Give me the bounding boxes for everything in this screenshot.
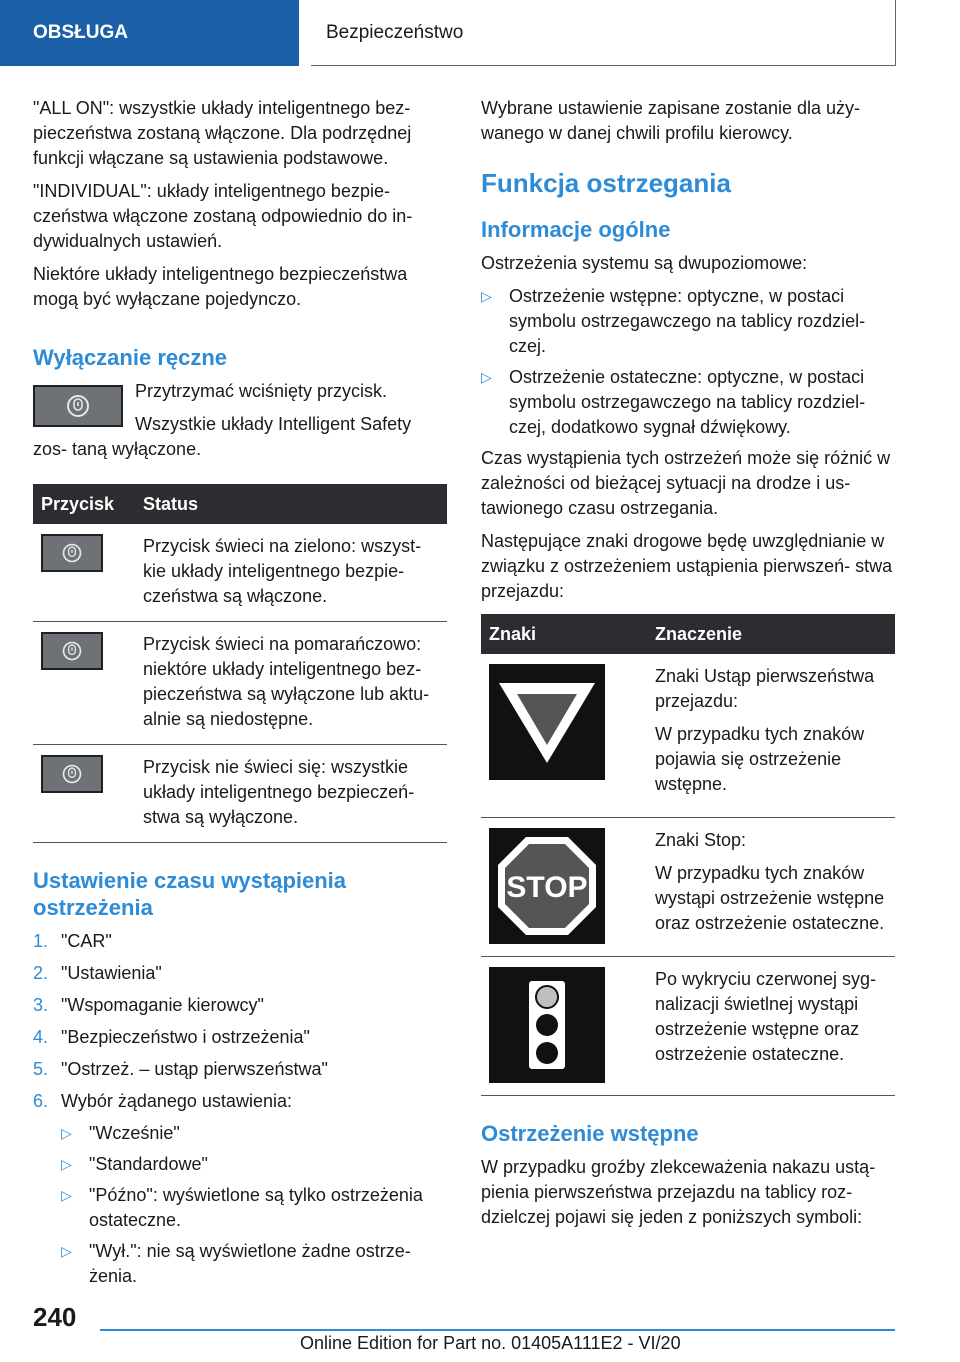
- table-header: Przycisk: [33, 484, 135, 524]
- list-item: 5. "Ostrzeż. – ustąp pierwszeństwa": [33, 1059, 328, 1079]
- paragraph: Następujące znaki drogowe będę uwzględnianie w związku z ostrzeżeniem ustąpienia pierwszeń- stwa przejazdu:: [481, 531, 893, 601]
- paragraph: Przytrzymać wciśnięty przycisk.: [135, 381, 388, 401]
- heading-warning-time: Ustawienie czasu wystąpienia ostrzeżenia: [33, 868, 347, 920]
- heading-general-info: Informacje ogólne: [481, 217, 671, 242]
- header-section: [311, 0, 896, 66]
- table-row: [33, 745, 447, 843]
- list-item: 1. "CAR": [33, 931, 112, 951]
- sign-meaning: Znaki Ustąp pierwszeństwa przejazdu:: [655, 666, 875, 711]
- yield-sign-icon: [489, 664, 605, 780]
- footer-divider: [100, 1329, 895, 1331]
- footer-edition: Online Edition for Part no. 01405A111E2 - VI/20: [300, 1333, 681, 1353]
- options-list: [61, 1121, 447, 1289]
- right-column: [481, 96, 895, 1238]
- section-label: Bezpieczeństwo: [326, 21, 464, 43]
- warning-levels-list: [481, 284, 895, 440]
- list-item: ▷ Ostrzeżenie ostateczne: optyczne, w postaci symbolu ostrzegawczego na tablicy rozdziel- czej, dodatkowo sygnał dźwiękowy.: [481, 365, 895, 440]
- table-header: Znaki: [481, 614, 647, 654]
- table-row: [481, 654, 895, 818]
- list-item: ▷ "Wcześnie": [61, 1121, 447, 1146]
- table-row: [33, 524, 447, 622]
- header-chapter-tab: [0, 0, 299, 66]
- manual-block: [33, 379, 447, 462]
- table-row: [33, 622, 447, 745]
- traffic-light-icon: [489, 967, 605, 1083]
- triangle-bullet-icon: ▷: [61, 1156, 72, 1172]
- chapter-label: OBSŁUGA: [33, 22, 128, 43]
- heading-manual-off: Wyłączanie ręczne: [33, 345, 228, 370]
- sign-meaning: W przypadku tych znaków pojawia się ostrzeżenie wstępne.: [655, 724, 865, 794]
- sign-meaning: W przypadku tych znaków wystąpi ostrzeżenie wstępne oraz ostrzeżenie ostateczne.: [655, 863, 885, 933]
- status-cell: Przycisk świeci na pomarańczowo: niektóre układy inteligentnego bez- pieczeństwa są wyłączone lub aktu- alnie są niedostępne.: [135, 622, 447, 745]
- paragraph: Niektóre układy inteligentnego bezpieczeństwa mogą być wyłączane pojedynczo.: [33, 264, 408, 309]
- list-item: ▷ "Wył.": nie są wyświetlone żadne ostrze- żenia.: [61, 1239, 447, 1289]
- list-item: ▷ "Standardowe": [61, 1152, 447, 1177]
- heading-warning-function: Funkcja ostrzegania: [481, 168, 731, 198]
- status-cell: Przycisk świeci na zielono: wszyst- kie układy inteligentnego bezpie- czeństwa są włączone.: [135, 524, 447, 622]
- paragraph: Wszystkie układy Intelligent Safety zos- taną wyłączone.: [33, 414, 412, 459]
- stop-sign-icon: [489, 828, 605, 944]
- page-number: 240: [33, 1302, 77, 1332]
- heading-pre-warning: Ostrzeżenie wstępne: [481, 1121, 699, 1146]
- signs-table: [481, 614, 895, 1096]
- list-item: ▷ "Późno": wyświetlone są tylko ostrzeżenia ostateczne.: [61, 1183, 447, 1233]
- button-icon: [41, 534, 103, 572]
- paragraph: Czas wystąpienia tych ostrzeżeń może się różnić w zależności od bieżącej sytuacji na drodze i us- tawionego czasu ostrzegania.: [481, 448, 891, 518]
- left-column: [33, 96, 447, 1295]
- list-item: 3. "Wspomaganie kierowcy": [33, 995, 264, 1015]
- triangle-bullet-icon: ▷: [61, 1187, 72, 1203]
- list-item: 6. Wybór żądanego ustawienia:: [33, 1091, 292, 1111]
- sign-meaning: Znaki Stop:: [655, 830, 747, 850]
- triangle-bullet-icon: ▷: [61, 1243, 72, 1259]
- paragraph: Ostrzeżenia systemu są dwupoziomowe:: [481, 253, 808, 273]
- table-header: Status: [135, 484, 447, 524]
- button-status-table: [33, 484, 447, 843]
- triangle-bullet-icon: ▷: [481, 369, 492, 385]
- list-item: 4. "Bezpieczeństwo i ostrzeżenia": [33, 1027, 310, 1047]
- paragraph: Wybrane ustawienie zapisane zostanie dla uży- wanego w danej chwili profilu kierowcy.: [481, 98, 861, 143]
- stop-sign-text: STOP: [506, 871, 588, 904]
- button-icon: [41, 632, 103, 670]
- paragraph: "ALL ON": wszystkie układy inteligentnego bez- pieczeństwa zostaną włączone. Dla podrzędnej funkcji włączane są ustawienia podstawowe.: [33, 98, 412, 168]
- paragraph: "INDIVIDUAL": układy inteligentnego bezpie- czeństwa włączone zostaną odpowiednio do in- dywidualnych ustawień.: [33, 181, 413, 251]
- button-icon: [41, 755, 103, 793]
- table-row: [481, 818, 895, 957]
- list-item: ▷ Ostrzeżenie wstępne: optyczne, w postaci symbolu ostrzegawczego na tablicy rozdziel- czej.: [481, 284, 895, 359]
- status-cell: Przycisk nie świeci się: wszystkie układy inteligentnego bezpieczeń- stwa są wyłączone.: [135, 745, 447, 843]
- table-row: [481, 957, 895, 1096]
- paragraph: W przypadku groźby zlekceważenia nakazu ustą- pienia pierwszeństwa przejazdu na tablicy roz- dzielczej pojawi się jeden z poniższych symboli:: [481, 1157, 876, 1227]
- triangle-bullet-icon: ▷: [481, 288, 492, 304]
- list-item: 2. "Ustawienia": [33, 963, 162, 983]
- triangle-bullet-icon: ▷: [61, 1125, 72, 1141]
- steps-list: [33, 929, 447, 1114]
- safety-button-icon: [33, 385, 123, 427]
- table-header: Znaczenie: [647, 614, 895, 654]
- sign-meaning: Po wykryciu czerwonej syg- nalizacji świetlnej wystąpi ostrzeżenie wstępne oraz ostrzeżenie ostateczne.: [655, 969, 877, 1064]
